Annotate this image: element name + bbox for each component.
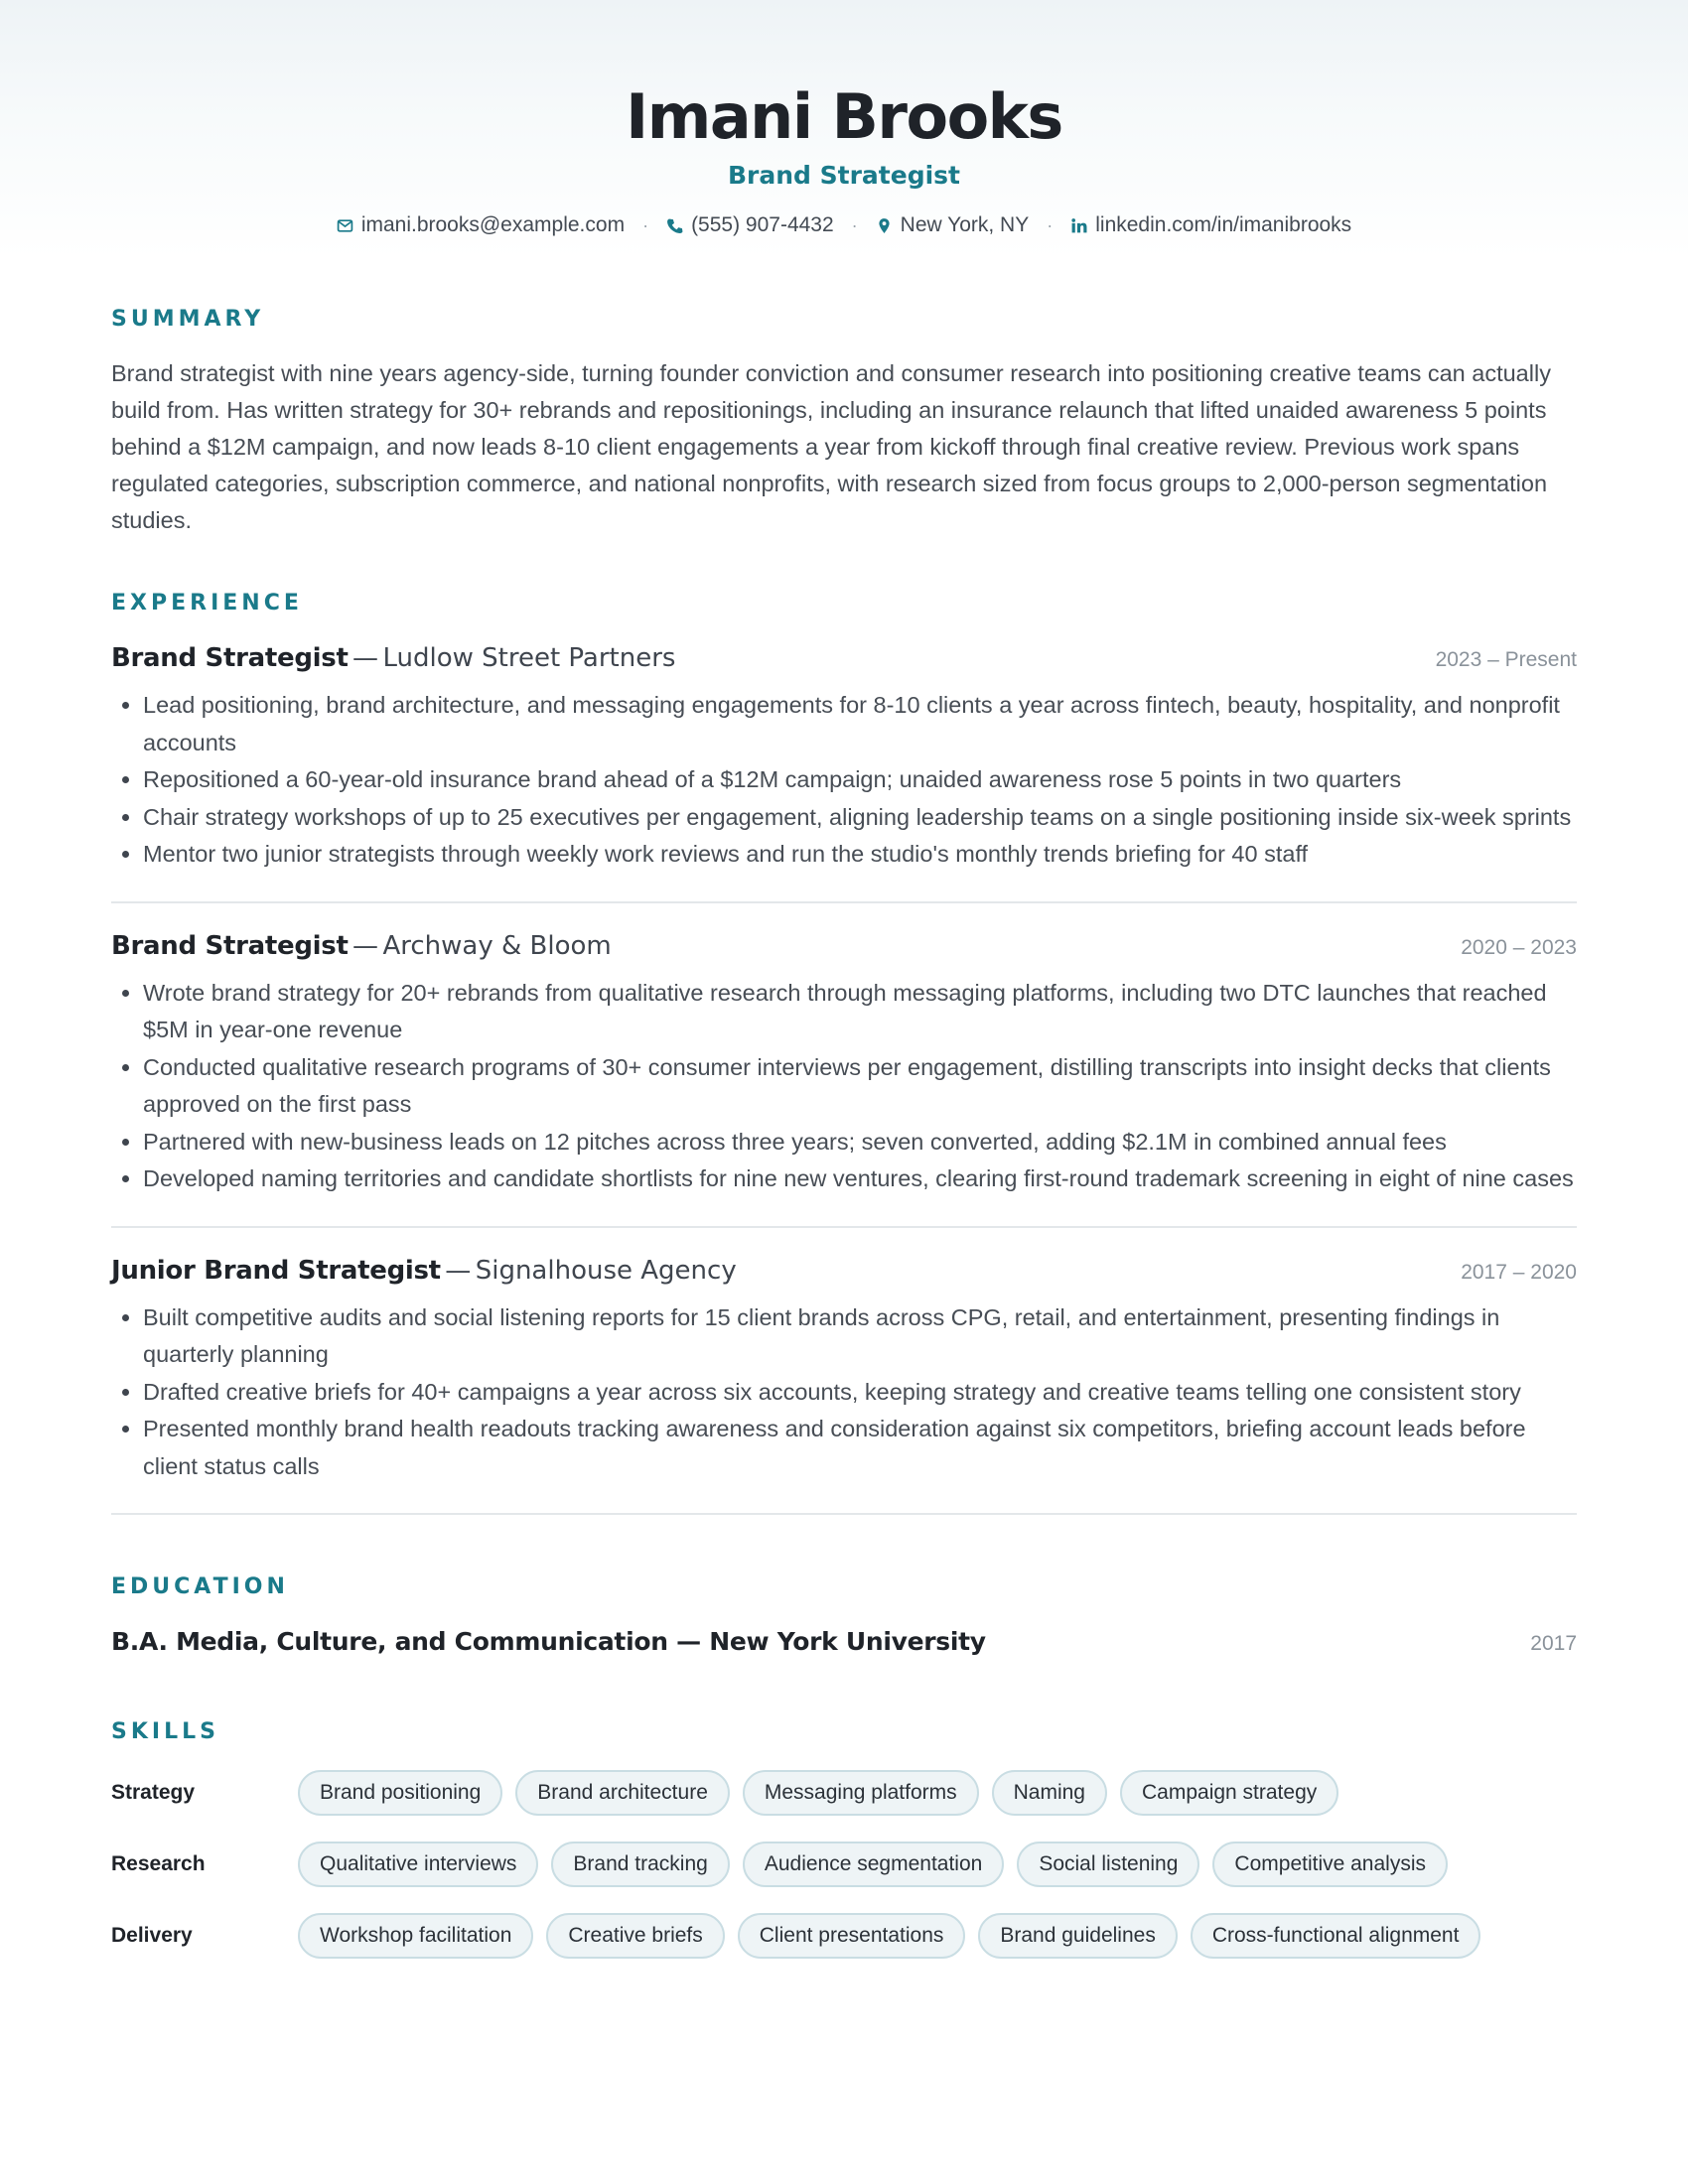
skill-chip: Brand architecture [515, 1770, 730, 1816]
skill-chips [298, 1770, 1338, 1816]
experience-section [111, 591, 1577, 1515]
contact-location [876, 213, 1030, 237]
skill-chip: Audience segmentation [743, 1842, 1005, 1887]
job-divider [111, 1513, 1577, 1515]
skill-chip: Brand positioning [298, 1770, 502, 1816]
skills-section [111, 1719, 1577, 1959]
contact-bar [111, 213, 1577, 237]
skill-groups [111, 1770, 1577, 1959]
job-company: Archway & Bloom [382, 930, 612, 961]
job-dates: 2020 – 2023 [1461, 935, 1577, 959]
skill-chip: Competitive analysis [1212, 1842, 1448, 1887]
job-entry [111, 903, 1577, 1216]
skill-group-label: Strategy [111, 1781, 196, 1805]
skill-chip: Brand guidelines [978, 1913, 1177, 1959]
skill-chip: Client presentations [738, 1913, 966, 1959]
candidate-name: Imani Brooks [626, 80, 1062, 153]
job-bullet: • Partnered with new-business leads on 12 pitches across three years; seven converted, adding $2.1M in combined annual fees [143, 1124, 1577, 1161]
job-bullet: • Built competitive audits and social listening reports for 15 client brands across CPG, retail, and entertainment, presenting findings in quarterly planning [143, 1299, 1577, 1374]
section-heading-summary: SUMMARY [111, 307, 265, 333]
job-dates: 2017 – 2020 [1461, 1260, 1577, 1284]
linkedin-icon [1070, 217, 1087, 234]
email-text: imani.brooks@example.com [360, 213, 626, 237]
job-bullet: • Chair strategy workshops of up to 25 executives per engagement, aligning leadership teams on a single positioning inside six-week sprints [143, 799, 1577, 837]
education-section [111, 1574, 1577, 1656]
skill-chips [298, 1913, 1480, 1959]
contact-separator: · [851, 214, 858, 235]
job-bullets [111, 975, 1577, 1198]
education-entry [111, 1627, 1577, 1656]
skill-chip: Naming [992, 1770, 1107, 1816]
phone-icon [666, 217, 683, 234]
title-company-dash: — [352, 930, 379, 961]
skill-chip: Brand tracking [551, 1842, 729, 1887]
location-text: New York, NY [900, 213, 1030, 237]
contact-separator: · [642, 214, 649, 235]
skill-chip: Workshop facilitation [298, 1913, 533, 1959]
skill-chip: Messaging platforms [743, 1770, 979, 1816]
summary-section [111, 307, 1577, 539]
job-bullet: • Conducted qualitative research programs of 30+ consumer interviews per engagement, distilling transcripts into insight decks that clients approved on the first pass [143, 1049, 1577, 1124]
section-heading-skills: SKILLS [111, 1719, 219, 1745]
job-bullet: • Lead positioning, brand architecture, and messaging engagements for 8-10 clients a year across fintech, beauty, hospitality, and nonprofit accounts [143, 687, 1577, 761]
job-header [111, 643, 1577, 673]
skill-chips [298, 1842, 1448, 1887]
mail-icon [337, 217, 353, 234]
skill-group-delivery [111, 1913, 1577, 1959]
job-entry [111, 615, 1577, 891]
skill-chip: Creative briefs [546, 1913, 724, 1959]
skill-chip: Qualitative interviews [298, 1842, 538, 1887]
title-company-dash: — [445, 1255, 472, 1286]
section-heading-experience: EXPERIENCE [111, 591, 303, 616]
skill-chip: Social listening [1017, 1842, 1199, 1887]
contact-email[interactable] [337, 213, 625, 237]
skill-group-research [111, 1842, 1577, 1887]
job-bullet: • Repositioned a 60-year-old insurance brand ahead of a $12M campaign; unaided awareness rose 5 points in two quarters [143, 761, 1577, 799]
linkedin-text: linkedin.com/in/imanibrooks [1095, 213, 1352, 237]
job-bullet: • Mentor two junior strategists through weekly work reviews and run the studio's monthly trends briefing for 40 staff [143, 836, 1577, 874]
job-bullet: • Presented monthly brand health readouts tracking awareness and consideration against six competitors, briefing account leads before client status calls [143, 1411, 1577, 1485]
location-pin-icon [876, 217, 893, 234]
job-bullet: • Drafted creative briefs for 40+ campaigns a year across six accounts, keeping strategy and creative teams telling one consistent story [143, 1374, 1577, 1412]
skill-group-label: Research [111, 1852, 206, 1876]
job-title: Brand Strategist [111, 643, 349, 674]
skill-chip: Cross-functional alignment [1191, 1913, 1481, 1959]
skill-group-label: Delivery [111, 1924, 193, 1948]
job-company: Ludlow Street Partners [382, 643, 676, 674]
job-title: Brand Strategist [111, 930, 349, 961]
job-title: Junior Brand Strategist [111, 1255, 441, 1286]
section-heading-education: EDUCATION [111, 1574, 289, 1600]
job-bullets [111, 687, 1577, 874]
job-bullet: • Wrote brand strategy for 20+ rebrands from qualitative research through messaging platforms, including two DTC launches that reached $5M in year-one revenue [143, 975, 1577, 1049]
job-company: Signalhouse Agency [475, 1255, 737, 1286]
skill-group-strategy [111, 1770, 1577, 1816]
summary-text: Brand strategist with nine years agency-side, turning founder conviction and consumer research into positioning creative teams can actually build from. Has written strategy for 30+ rebrands and repositionings, including an insurance relaunch that lifted unaided awareness 5 points behind a $12M campaign, and now leads 8-10 client engagements a year from kickoff through final creative review. Previous work spans regulated categories, subscription commerce, and national nonprofits, with research sized from focus groups to 2,000-person segmentation studies. [111, 360, 1551, 534]
job-header [111, 931, 1577, 961]
contact-phone[interactable] [666, 213, 834, 237]
job-header [111, 1256, 1577, 1286]
education-degree: B.A. Media, Culture, and Communication — New York University [111, 1627, 986, 1657]
contact-linkedin[interactable] [1070, 213, 1351, 237]
resume-header [111, 0, 1577, 237]
education-year: 2017 [1530, 1632, 1577, 1656]
job-dates: 2023 – Present [1435, 648, 1577, 672]
title-company-dash: — [352, 643, 379, 674]
job-bullets [111, 1299, 1577, 1486]
job-bullet: • Developed naming territories and candidate shortlists for nine new ventures, clearing first-round trademark screening in eight of nine cases [143, 1160, 1577, 1198]
skill-chip: Campaign strategy [1120, 1770, 1338, 1816]
contact-separator: · [1047, 214, 1054, 235]
job-entry [111, 1228, 1577, 1504]
candidate-role: Brand Strategist [727, 161, 960, 191]
phone-text: (555) 907-4432 [691, 213, 834, 237]
